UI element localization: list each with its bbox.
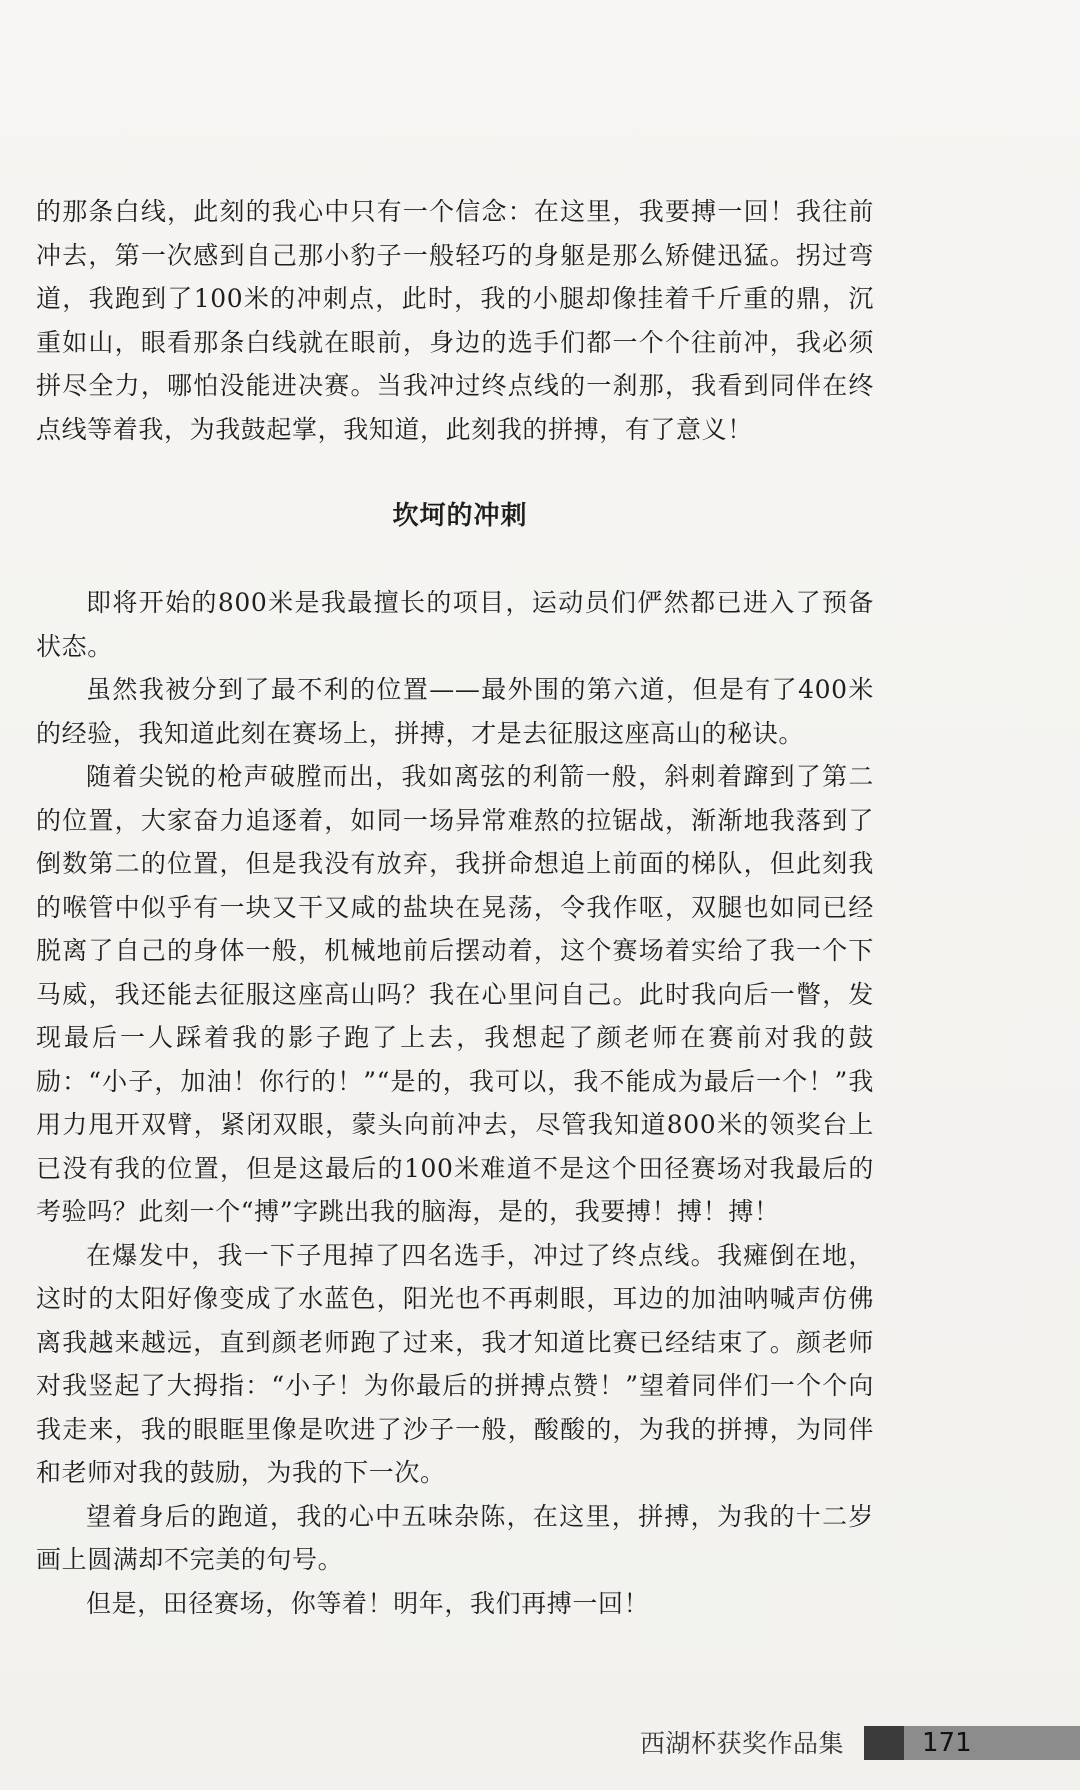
page-number: 171 bbox=[904, 1726, 1080, 1760]
paragraph-1: 即将开始的800米是我最擅长的项目，运动员们俨然都已进入了预备状态。 bbox=[36, 588, 874, 661]
paragraph-5: 望着身后的跑道，我的心中五味杂陈，在这里，拼搏，为我的十二岁画上圆满却不完美的句号。 bbox=[36, 1501, 874, 1574]
paragraph-6: 但是，田径赛场，你等着！明年，我们再搏一回！ bbox=[86, 1588, 650, 1618]
paragraph-4: 在爆发中，我一下子甩掉了四名选手，冲过了终点线。我瘫倒在地，这时的太阳好像变成了水蓝色，阳光也不再刺眼，耳边的加油呐喊声仿佛离我越来越远，直到颜老师跑了过来，我才知道比赛已经结束了。颜老师对我竖起了大拇指：“小子！为你最后的拼搏点赞！”望着同伴们一个个向我走来，我的眼眶里像是吹进了沙子一般，酸酸的，为我的拼搏，为同伴和老师对我的鼓励，为我的下一次。 bbox=[36, 1240, 874, 1487]
footer-divider-block bbox=[864, 1726, 904, 1760]
paragraph-3: 随着尖锐的枪声破膛而出，我如离弦的利箭一般，斜刺着蹿到了第二的位置，大家奋力追逐着，如同一场异常难熬的拉锯战，渐渐地我落到了倒数第二的位置，但是我没有放弃，我拼命想追上前面的梯队，但此刻我的喉管中似乎有一块又干又咸的盐块在晃荡，令我作呕，双腿也如同已经脱离了自己的身体一般，机械地前后摆动着，这个赛场着实给了我一个下马威，我还能去征服这座高山吗？我在心里问自己。此时我向后一瞥，发现最后一人踩着我的影子跑了上去，我想起了颜老师在赛前对我的鼓励：“小子，加油！你行的！”“是的，我可以，我不能成为最后一个！”我用力甩开双臂，紧闭双眼，蒙头向前冲去，尽管我知道800米的领奖台上已没有我的位置，但是这最后的100米难道不是这个田径赛场对我最后的考验吗？此刻一个“搏”字跳出我的脑海，是的，我要搏！搏！搏！ bbox=[36, 762, 874, 1226]
footer-book-title: 西湖杯获奖作品集 bbox=[640, 1729, 845, 1758]
intro-text bbox=[36, 190, 874, 451]
intro-paragraph: 的那条白线，此刻的我心中只有一个信念：在这里，我要搏一回！我往前冲去，第一次感到自己那小豹子一般轻巧的身躯是那么矫健迅猛。拐过弯道，我跑到了100米的冲刺点，此时，我的小腿却像挂着千斤重的鼎，沉重如山，眼看那条白线就在眼前，身边的选手们都一个个往前冲，我必须拼尽全力，哪怕没能进决赛。当我冲过终点线的一刹那，我看到同伴在终点线等着我，为我鼓起掌，我知道，此刻我的拼搏，有了意义！ bbox=[36, 197, 874, 444]
section-title: 坎坷的冲刺 bbox=[392, 501, 528, 531]
story-body bbox=[36, 581, 874, 1625]
paragraph-2: 虽然我被分到了最不利的位置——最外围的第六道，但是有了400米的经验，我知道此刻在赛场上，拼搏，才是去征服这座高山的秘诀。 bbox=[36, 675, 874, 748]
